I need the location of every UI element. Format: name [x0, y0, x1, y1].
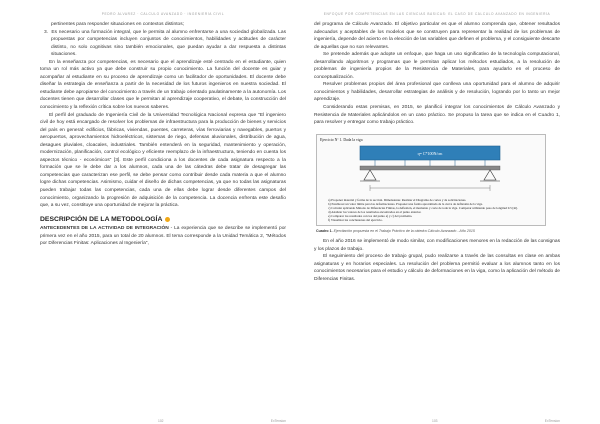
competency-list	[40, 21, 286, 59]
page-number: 102	[158, 419, 164, 423]
paragraph: Se pretende además que adopte un enfoque, que haga un uso significativo de la tecnología computacional, desarrollando algoritmos y programas que le permitan aplicar los métodos estudiados, a la resolución de problemas de ingeniería propios de la Resistencia de Materiales, para ayudarlo en el proceso de conceptualización.	[314, 52, 560, 80]
list-item: 3. Es necesario una formación integral, que le permita al alumno enfrentarse a una sociedad globalizada. Las propuestas por competencias incluyen conjuntos de conocimientos, habilidades y actitudes de carácter distinto, no solo cognitivas sino también emocionales, que puedan ayudar a dar respuesta a distintas situaciones.	[44, 29, 286, 58]
caption-text: Ejercitación propuesta en el Trabajo Práctico de la cátedra Cálculo Avanzado - Año 2015	[332, 229, 475, 234]
exercise-item: d) Analizar los valores de los resultados encontrados en el punto anterior.	[328, 209, 422, 214]
load-label: q= C*100N/cm	[417, 150, 443, 156]
section-heading	[40, 216, 286, 224]
journal-brand: ExTension	[270, 419, 286, 423]
paragraph: El perfil del graduado de Ingeniería Civil de la Universidad Tecnológica Nacional expresa que "El ingeniero civil de hoy está encargado de resolver los problemas de infraestructura para la producción de bienes y servicios del país en general: edificios, fábricas, viviendas, puentes, carreteras, vías ferroviarias y navegables, puertos y aeropuertos, aprovechamientos hidroeléctricos, sistemas de riego, defensas aluvionales, distribución de agua, desagues pluviales, cloacales, industriales. También entenderá en la seguridad, mantenimiento y operación, modernización, planificación, control ecológico y eficiente reemplazo de la infraestructura, teniendo en cuenta los aspectos técnico - económicos" [3]. Este perfil condiciona a los docentes de cada asignatura respecto a la formación que se le debe dar a los alumnos, cada una de las cátedras debe tratar de desagregar las competencias que caracterizan ese perfil, se debe pensar como contribuir desde cada materia a que el alumno logre dichas competencias. Asimismo, cuidar el diseño de dichas competencias, ya que no todas las asignaturas pueden trabajar todas las competencias, cada una de ellas debe lograr desde diferentes campos del conocimiento, organizando la progresión de adquisición de la competencia. La docencia enfrenta este desafío que, a su vez, constituye una oportunidad de mejorar la práctica.	[40, 112, 286, 209]
paragraph: En el año 2016 se implementó de modo similar, con modificaciones menores en la redacción de las consignas y los plazos de trabajo.	[314, 239, 560, 252]
page-number: 103	[432, 419, 438, 423]
exercise-items	[320, 198, 542, 223]
section-title: DESCRIPCIÓN DE LA METODOLOGÍA	[40, 215, 163, 223]
subheading-text: - La experiencia que se describe se implementó por primera vez en el año 2015, para un total de 20 alumnos. El tema corresponde a la Unidad Temática 2, "Métodos por Diferencias Finitas: Aplicaciones al Ingeniería",	[40, 226, 287, 247]
list-item-text: Es necesario una formación integral, que le permita al alumno enfrentarse a una sociedad globalizada. Las propuestas por competencias incluyen conjuntos de conocimientos, habilidades y actitudes de carácter distinto, no solo cognitivas sino también emocionales, que puedan ayudar a dar respuesta a distintas situaciones.	[51, 29, 286, 58]
paragraph: En la enseñanza por competencias, es necesario que el aprendizaje esté centrado en el estudiante, quien toma un rol más activo ya que debe construir su propio conocimiento. La función del docente es guiar y acompañar al estudiante en su proceso de aprendizaje como un facilitador de oportunidades. El docente debe diseñar la estrategia de enseñanza a partir de la necesidad de los futuros ingenieros en nuestra sociedad. El estudiante debe apropiarse del conocimiento a través de un trabajo orientado paulatinamente a la autonomía. Los docentes tienen que desarrollar clases que le permitan al aprendizaje cooperativo, el debate, la construcción del conocimiento y la reflexión crítica sobre los nuevos saberes.	[40, 59, 286, 111]
right-page	[300, 0, 600, 424]
left-support-icon	[364, 170, 376, 180]
exercise-item: f) Visualizar las conclusiones del ejercicio.	[328, 218, 383, 223]
paragraph: del programa de Cálculo Avanzado. El objetivo particular es que el alumno comprenda que, obtener resultados adecuados y aceptables de los modelos que se construyen para representar la realidad de los problemas de ingeniería, depende del acierto en la elección de las variables que definen el problema, y el consiguiente descarte de aquellas que no son relevantes.	[314, 22, 560, 50]
right-running-header: ENFOQUE POR COMPETENCIAS EN LAS CIENCIAS BÁSICAS: EL CASO DE CÁLCULO AVANZADO EN INGENIERÍA	[323, 12, 551, 16]
right-body-bottom	[314, 238, 560, 283]
beam	[360, 166, 500, 170]
left-running-header: PEDRO ÁLVAREZ · CÁLCULO AVANZADO · INGENIERÍA CIVIL	[101, 12, 225, 16]
right-support-icon	[484, 170, 496, 180]
exercise-item: c) Calcular aplicando Método de Diferencias Finitas, la deflexión, el momento y corte de toda la viga. Comparar utilizando paso de longitud 0.5 [m].	[328, 205, 518, 210]
left-body	[40, 21, 286, 248]
list-item: pertinentes para responder situaciones en contextos distintos;	[51, 22, 185, 27]
journal-brand: ExTension	[544, 419, 560, 423]
right-body	[314, 21, 560, 127]
exercise-item: b) Establecer un valor límite para las deformaciones. Proponer una forma aproximada de la curva de deflexión de la viga.	[328, 201, 483, 206]
figure-caption	[316, 229, 560, 233]
exercise-figure	[316, 134, 546, 227]
exercise-item: e) Comparar los resultados con los del punto a) y c) del problema.	[328, 214, 413, 219]
paragraph: Considerando estas premisas, en 2015, se planificó integrar los conocimientos de Cálculo Avanzado y Resistencia de Materiales aplicándolos en un caso práctico. Se propuso la tarea que se indica en el Cuadro 1, para resolver y entregar como trabajo práctico.	[314, 105, 560, 126]
paragraph	[40, 225, 286, 248]
exercise-item: a) Proponer material y forma de la sección. Dimensionar. Realizar el Diagrama de cortes y de solicitaciones.	[328, 197, 467, 202]
figure-title: Ejercicio Nº 1. Dada la viga	[320, 137, 363, 142]
paragraph: El seguimiento del proceso de trabajo grupal, pudo realizarse a través de las consultas en clase en ambas asignaturas y en horarios especiales. La resolución del problema permitió evaluar a los alumnos tanto en los conocimientos necesarios para el estudio y cálculo de deformaciones en la viga, como la aplicación del método de Diferencias Finitas.	[314, 254, 560, 282]
caption-label: Cuadro 1.	[316, 229, 333, 234]
bullet-dot-icon	[165, 217, 170, 222]
subheading: ANTECEDENTES DE LA ACTIVIDAD DE INTEGRACIÓN	[40, 226, 169, 232]
paragraph: Resolver problemas propios del área profesional que conlleva una oportunidad para el alumno de adquirir conocimientos y habilidades, desarrollar estrategias de análisis y de resolución, logrando por lo tanto un mejor aprendizaje.	[314, 82, 560, 103]
beam-diagram	[320, 144, 542, 196]
